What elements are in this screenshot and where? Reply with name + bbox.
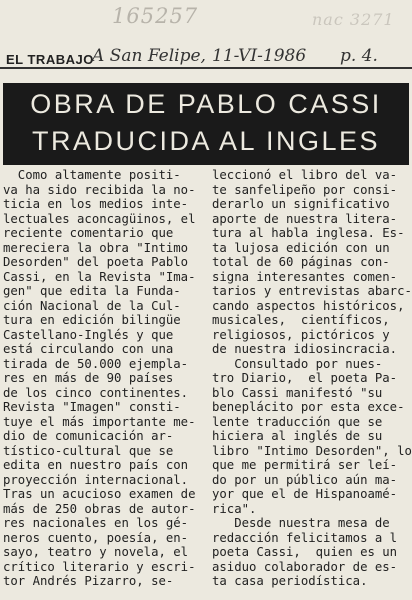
- text-line: ción Nacional de la Cul-: [3, 298, 181, 313]
- text-line: sayo, teatro y novela, el: [3, 545, 189, 559]
- text-line: tor Andrés Pizarro, se-: [3, 574, 174, 588]
- text-line: poeta Cassi, quien es un: [212, 545, 398, 559]
- text-line: asiduo colaborador de es-: [212, 559, 398, 574]
- text-line: hiciera al inglés de su: [212, 429, 383, 443]
- publication-name: EL TRABAJO: [6, 52, 94, 67]
- text-line: te sanfelipeño por consi-: [212, 182, 398, 197]
- text-line: tura en edición bilingüe: [3, 313, 181, 327]
- text-line: Desde nuestra mesa de: [212, 516, 390, 530]
- text-line: lente traducción que se: [212, 414, 383, 429]
- text-line: tirada de 50.000 ejempla-: [3, 356, 189, 371]
- text-line: res en más de 90 países: [3, 371, 174, 385]
- text-line: reciente comentario que: [3, 226, 174, 240]
- headline-line-2: TRADUCIDA AL INGLES: [31, 126, 381, 156]
- handwritten-date: 11-VI-1986: [212, 46, 307, 66]
- handwritten-page: p. 4.: [340, 46, 378, 66]
- handwritten-location: A San Felipe,: [92, 46, 206, 66]
- text-line: Como altamente positi-: [3, 168, 181, 182]
- text-line: Castellano-Inglés y que: [3, 327, 174, 342]
- headline-line-1: OBRA DE PABLO CASSI: [30, 89, 382, 119]
- text-line: do por un público aún ma-: [212, 472, 398, 487]
- text-line: tarios y entrevistas abarc-: [212, 284, 412, 298]
- text-line: derarlo un significativo: [212, 197, 390, 211]
- text-line: Desorden" del poeta Pablo: [3, 255, 189, 269]
- text-line: tro Diario, el poeta Pa-: [212, 371, 398, 385]
- text-line: dio de comunicación ar-: [3, 429, 174, 443]
- text-line: Cassi, en la Revista "Ima-: [3, 269, 196, 284]
- text-line: cando aspectos históricos,: [212, 298, 405, 313]
- header-rule: [0, 67, 412, 69]
- text-line: tístico-cultural que se: [3, 443, 174, 458]
- text-line: neros cuento, poesía, en-: [3, 530, 189, 545]
- text-line: tuye el más importante me-: [3, 414, 196, 429]
- text-line: libro "Intimo Desorden", lo: [212, 443, 412, 458]
- text-line: musicales, científicos,: [212, 313, 390, 327]
- text-line: tura al habla inglesa. Es-: [212, 226, 405, 240]
- text-line: va ha sido recibida la no-: [3, 182, 196, 197]
- text-line: gen" que edita la Funda-: [3, 284, 181, 298]
- text-line: yor que el de Hispanoamé-: [212, 487, 398, 501]
- text-line: ta lujosa edición con un: [212, 240, 390, 255]
- pencil-ref-annotation: nac 3271: [312, 10, 395, 29]
- text-line: mereciera la obra "Intimo: [3, 240, 189, 255]
- text-line: redacción felicitamos a l: [212, 530, 398, 545]
- pencil-code-annotation: 165257: [112, 4, 199, 28]
- text-line: lectuales aconcagüinos, el: [3, 211, 196, 226]
- text-line: blo Cassi manifestó "su: [212, 385, 383, 400]
- text-line: Tras un acucioso examen de: [3, 487, 196, 501]
- article-column-right: [212, 168, 412, 589]
- text-line: ticia en los medios inte-: [3, 197, 189, 211]
- text-line: aporte de nuestra litera-: [212, 211, 398, 226]
- headline-banner: [3, 83, 409, 165]
- text-line: total de 60 páginas con-: [212, 255, 390, 269]
- text-line: proyección internacional.: [3, 472, 189, 487]
- article-column-left: [3, 168, 203, 589]
- text-line: beneplácito por esta exce-: [212, 400, 405, 414]
- text-line: signa interesantes comen-: [212, 269, 398, 284]
- text-line: edita en nuestro país con: [3, 458, 189, 472]
- text-line: está circulando con una: [3, 342, 174, 356]
- text-line: rica".: [212, 501, 257, 516]
- text-line: leccionó el libro del va-: [212, 168, 398, 182]
- text-line: de los cinco continentes.: [3, 385, 189, 400]
- text-line: de nuestra idiosincracia.: [212, 342, 398, 356]
- text-line: res nacionales en los gé-: [3, 516, 189, 530]
- text-line: Revista "Imagen" consti-: [3, 400, 181, 414]
- text-line: crítico literario y escri-: [3, 559, 196, 574]
- text-line: que me permitirá ser leí-: [212, 458, 398, 472]
- text-line: más de 250 obras de autor-: [3, 501, 196, 516]
- clipping-header: [0, 46, 412, 70]
- text-line: Consultado por nues-: [212, 356, 383, 371]
- text-line: ta casa periodística.: [212, 574, 368, 588]
- text-line: religiosos, pictóricos y: [212, 327, 390, 342]
